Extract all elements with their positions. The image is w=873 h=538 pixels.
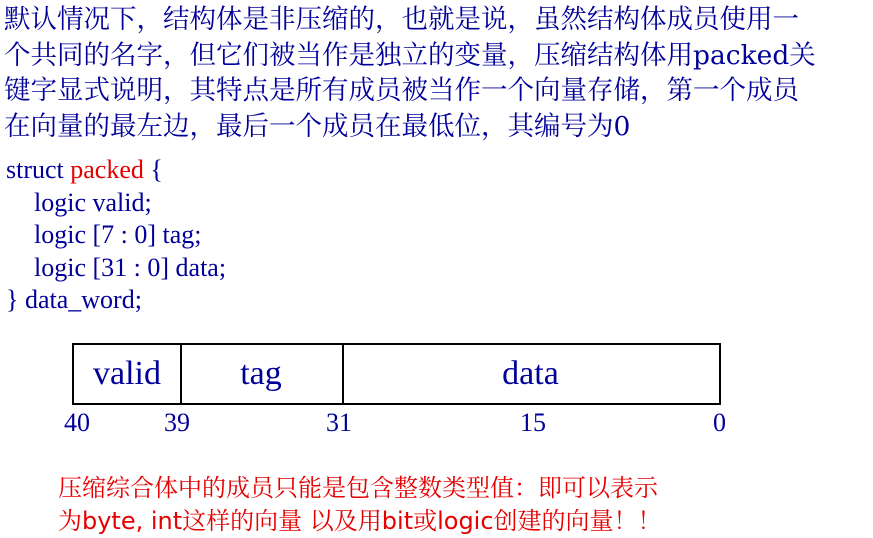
bit-label-31: 31 [326, 408, 352, 437]
note-paragraph [58, 472, 662, 538]
note-line: 压缩综合体中的成员只能是包含整数类型值：即可以表示 [58, 474, 658, 502]
bit-label-39: 39 [164, 408, 190, 437]
code-line-close: } data_word; [6, 285, 142, 314]
bit-label-0: 0 [713, 408, 726, 437]
code-line-valid: logic valid; [34, 187, 152, 217]
intro-line: 键字显式说明，其特点是所有成员被当作一个向量存储，第一个成员 [4, 75, 799, 106]
intro-line: 在向量的最左边，最后一个成员在最低位，其编号为0 [4, 110, 631, 142]
code-block [6, 154, 226, 317]
code-struct-keyword: struct [6, 155, 71, 184]
field-tag: tag [180, 345, 344, 403]
code-packed-keyword: packed [70, 155, 144, 184]
packed-struct-diagram [72, 343, 721, 405]
note-line: 为byte, int这样的向量 以及用bit或logic创建的向量！！ [58, 507, 662, 535]
code-line-struct [6, 154, 226, 187]
intro-line: 默认情况下，结构体是非压缩的，也就是说，虽然结构体成员使用一 [4, 4, 799, 35]
intro-paragraph [4, 2, 864, 144]
field-data: data [502, 355, 559, 392]
intro-line: 个共同的名字，但它们被当作是独立的变量，压缩结构体用packed关 [4, 39, 816, 71]
code-line-data: logic [31 : 0] data; [34, 252, 227, 282]
code-open-brace: { [143, 155, 163, 184]
bit-label-15: 15 [520, 408, 546, 437]
bit-label-40: 40 [64, 408, 90, 437]
code-line-tag: logic [7 : 0] tag; [34, 220, 202, 249]
field-valid: valid [74, 345, 182, 403]
